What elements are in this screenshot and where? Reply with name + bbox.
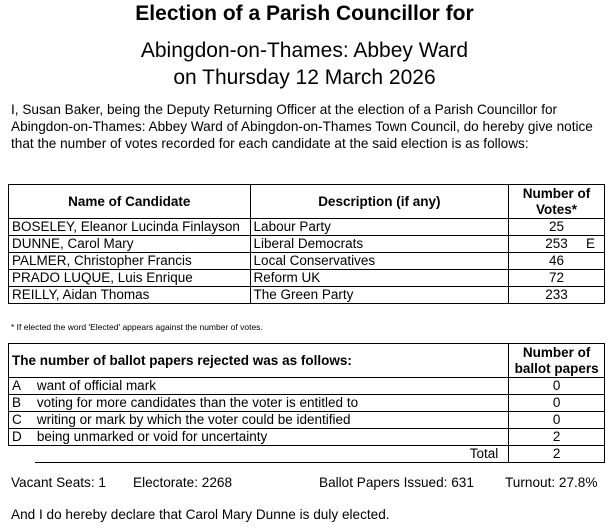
votes-footnote: * If elected the word 'Elected' appears against the number of votes.: [11, 322, 263, 332]
rejected-reason: writing or mark by which the voter could be identified: [35, 412, 509, 429]
elected-marker: E: [585, 236, 595, 251]
candidate-name: PALMER, Christopher Francis: [9, 253, 251, 270]
rejected-reason: want of official mark: [35, 378, 509, 395]
candidate-description: Liberal Democrats: [250, 236, 509, 253]
rejected-count: 0: [509, 395, 605, 412]
rejected-row: [9, 412, 605, 429]
candidate-row: [9, 253, 605, 270]
rejected-row: [9, 395, 605, 412]
rejected-header-row: [9, 344, 605, 378]
candidate-row: [9, 236, 605, 253]
header-votes: Number of Votes*: [509, 185, 605, 219]
rejected-count: 2: [509, 429, 605, 446]
rejected-total-row: [9, 446, 605, 463]
candidate-description: Labour Party: [250, 219, 509, 236]
candidate-votes: [509, 253, 605, 270]
vacant-seats: Vacant Seats: 1: [11, 475, 106, 490]
title-line-2: Abingdon-on-Thames: Abbey Ward: [140, 39, 469, 62]
rejected-code: C: [9, 412, 35, 429]
rejected-count: 0: [509, 378, 605, 395]
total-label: Total: [35, 446, 509, 463]
ballot-papers-issued: Ballot Papers Issued: 631: [319, 475, 474, 490]
votes-value: 46: [549, 253, 565, 268]
rejected-ballots-table: [8, 343, 605, 463]
votes-value: 233: [545, 287, 568, 302]
candidate-name: DUNNE, Carol Mary: [9, 236, 251, 253]
candidate-description: The Green Party: [250, 287, 509, 304]
candidate-name: REILLY, Aidan Thomas: [9, 287, 251, 304]
votes-value: 72: [549, 270, 565, 285]
candidate-votes: [509, 287, 605, 304]
rejected-reason: voting for more candidates than the voter is entitled to: [35, 395, 509, 412]
candidate-votes: [509, 219, 605, 236]
candidate-row: [9, 219, 605, 236]
candidates-table: [8, 184, 605, 304]
turnout: Turnout: 27.8%: [505, 475, 598, 490]
total-spacer: [9, 446, 35, 463]
candidate-votes: [509, 236, 605, 253]
rejected-code: B: [9, 395, 35, 412]
rejected-row: [9, 378, 605, 395]
total-count: 2: [509, 446, 605, 463]
candidate-description: Local Conservatives: [250, 253, 509, 270]
rejected-row: [9, 429, 605, 446]
electorate: Electorate: 2268: [133, 475, 232, 490]
header-description: Description (if any): [250, 185, 509, 219]
votes-value: 253: [545, 236, 568, 251]
notice-text: I, Susan Baker, being the Deputy Returning Officer at the election of a Parish Councillor for Abingdon-on-Thames: Abbey Ward of Abingdon-on-Thames Town Council, do hereby give notice that the number of votes recorded for each candidate at the said election is as follows:: [11, 102, 593, 151]
title-line-3: on Thursday 12 March 2026: [173, 66, 436, 89]
declaration-text: And I do hereby declare that Carol Mary Dunne is duly elected.: [11, 507, 390, 522]
candidate-row: [9, 270, 605, 287]
rejected-code: D: [9, 429, 35, 446]
rejected-count: 0: [509, 412, 605, 429]
candidate-name: BOSELEY, Eleanor Lucinda Finlayson: [9, 219, 251, 236]
title-line-1: Election of a Parish Councillor for: [135, 2, 474, 25]
candidate-row: [9, 287, 605, 304]
rejected-code: A: [9, 378, 35, 395]
candidates-header-row: [9, 185, 605, 219]
candidate-description: Reform UK: [250, 270, 509, 287]
candidate-votes: [509, 270, 605, 287]
header-name: Name of Candidate: [9, 185, 251, 219]
rejected-reason: being unmarked or void for uncertainty: [35, 429, 509, 446]
candidate-name: PRADO LUQUE, Luis Enrique: [9, 270, 251, 287]
rejected-count-header: Number of ballot papers: [509, 344, 605, 378]
votes-value: 25: [549, 219, 565, 234]
rejected-heading: The number of ballot papers rejected was as follows:: [9, 344, 509, 378]
